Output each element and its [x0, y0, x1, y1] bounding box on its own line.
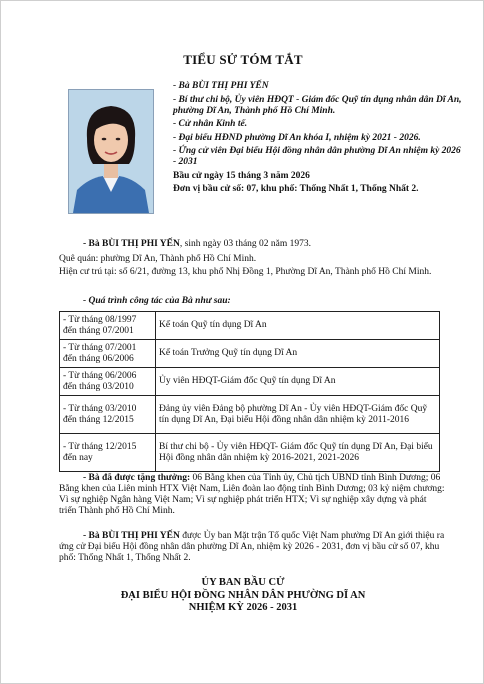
career-role: Bí thư chi bộ - Ủy viên HĐQT- Giám đốc Quỹ tín dụng Dĩ An, Đại biểu Hội đồng nhân dân nhiệm kỳ 2016-2021, 2021-2026: [156, 434, 440, 472]
career-period: - Từ tháng 12/2015 đến nay: [60, 434, 156, 472]
page-title: TIỂU SỬ TÓM TẮT: [183, 52, 303, 67]
table-row: [60, 340, 440, 368]
portrait-photo: [68, 89, 154, 214]
career-role: Ủy viên HĐQT-Giám đốc Quỹ tín dụng Dĩ An: [156, 368, 440, 396]
footer-line-2: ĐẠI BIỂU HỘI ĐỒNG NHÂN DÂN PHƯỜNG DĨ AN: [120, 589, 366, 601]
bio-name: - Bà BÙI THỊ PHI YẾN: [83, 239, 180, 249]
candidate-summary: [173, 81, 463, 198]
awards-text: 06 Bằng khen của Tỉnh ủy, Chủ tịch UBND tỉnh Bình Dương; 06 Bằng khen của Liên minh HTX Việt Nam, Liên đoàn lao động tỉnh Bình Dương; 03 kỷ niệm chương: Vì sự nghiệp Ngân hàng Việt Nam; Vì sự nghiệp phát triển HTX; Vì sự nghiệp xây dựng và phát triển Thành phố Hồ Chí Minh.: [59, 473, 445, 516]
nomination-lead: - Bà BÙI THỊ PHI YẾN: [83, 531, 180, 541]
bio-birth-text: , sinh ngày 03 tháng 02 năm 1973.: [179, 239, 312, 249]
candidate-name: - Bà BÙI THỊ PHI YẾN: [173, 81, 269, 91]
signature-block: [1, 577, 484, 615]
career-role: Đảng ủy viên Đảng bộ phường Dĩ An - Ủy viên HĐQT-Giám đốc Quỹ tín dụng Dĩ An, Đại biểu Hội đồng nhân dân nhiệm kỳ 2011-2016: [156, 396, 440, 434]
table-row: [60, 312, 440, 340]
candidate-position: - Bí thư chi bộ, Ủy viên HĐQT - Giám đốc Quỹ tín dụng nhân dân Dĩ An, phường Dĩ An, Thành phố Hồ Chí Minh.: [173, 94, 462, 116]
candidate-degree: - Cử nhân Kinh tế.: [173, 119, 248, 129]
career-role: Kế toán Trưởng Quỹ tín dụng Dĩ An: [156, 340, 440, 368]
nomination-paragraph: [59, 531, 445, 564]
bio-residence: Hiện cư trú tại: số 6/21, đường 13, khu phố Nhị Đồng 1, Phường Dĩ An, Thành phố Hồ Chí Minh.: [59, 267, 432, 277]
career-period: - Từ tháng 06/2006 đến tháng 03/2010: [60, 368, 156, 396]
election-date: Bầu cử ngày 15 tháng 3 năm 2026: [173, 170, 310, 181]
table-row: [60, 396, 440, 434]
nomination-text: được Ủy ban Mặt trận Tổ quốc Việt Nam phường Dĩ An giới thiệu ra ứng cử Đại biểu Hội đồng nhân dân phường Dĩ An, nhiệm kỳ 2026 - 2031, đơn vị bầu cử số 07, khu phố: Thống Nhất 1, Thống Nhất 2.: [59, 531, 445, 563]
bio-hometown: Quê quán: phường Dĩ An, Thành phố Hồ Chí Minh.: [59, 254, 257, 264]
footer-line-1: ỦY BAN BẦU CỬ: [201, 577, 285, 588]
election-unit: Đơn vị bầu cử số: 07, khu phố: Thống Nhất 1, Thống Nhất 2.: [173, 184, 419, 194]
portrait-image: [69, 90, 153, 213]
career-period: - Từ tháng 07/2001 đến tháng 06/2006: [60, 340, 156, 368]
awards-paragraph: [59, 473, 445, 517]
career-table: [59, 311, 440, 472]
candidate-delegate: - Đại biểu HĐND phường Dĩ An khóa I, nhiệm kỳ 2021 - 2026.: [173, 132, 421, 143]
awards-lead: - Bà đã được tặng thưởng:: [83, 473, 191, 483]
footer-line-3: NHIỆM KỲ 2026 - 2031: [188, 602, 298, 613]
table-row: [60, 434, 440, 472]
career-heading: - Quá trình công tác của Bà như sau:: [83, 296, 231, 306]
bio-birth: [59, 239, 445, 250]
candidate-candidacy: - Ứng cử viên Đại biểu Hội đồng nhân dân phường Dĩ An nhiệm kỳ 2026 - 2031: [173, 146, 461, 167]
career-role: Kế toán Quỹ tín dụng Dĩ An: [156, 312, 440, 340]
table-row: [60, 368, 440, 396]
career-period: - Từ tháng 08/1997 đến tháng 07/2001: [60, 312, 156, 340]
career-period: - Từ tháng 03/2010 đến tháng 12/2015: [60, 396, 156, 434]
